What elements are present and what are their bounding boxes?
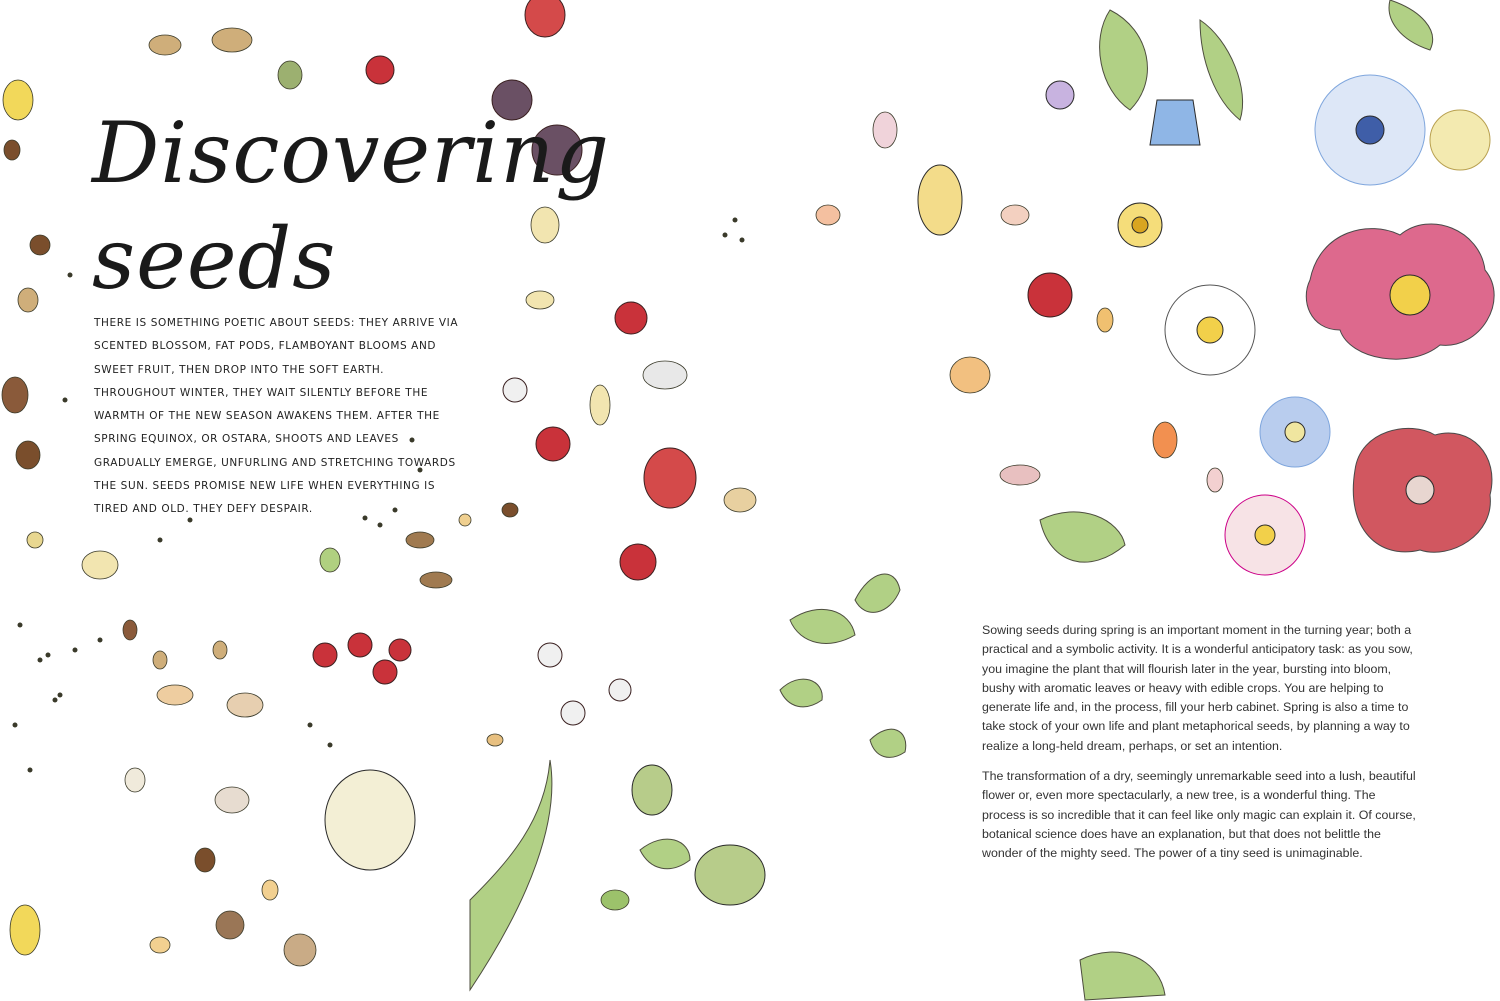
seed-39 (1207, 468, 1223, 492)
seed-44 (487, 734, 503, 746)
intro-paragraph: THERE IS SOMETHING POETIC ABOUT SEEDS: THEY ARRIVE VIA SCENTED BLOSSOM, FAT PODS, FLAMBOYANT BLOOMS AND SWEET FRUIT, THEN DROP INTO THE SOFT EARTH. THROUGHOUT WINTER, THEY WAIT SILENTLY BEFORE THE WARMTH OF THE NEW SEASON AWAKENS THEM. AFTER THE SPRING EQUINOX, OR OSTARA, SHOOTS AND LEAVES GRADUALLY EMERGE, UNFURLING AND STRETCHING TOWARDS THE SUN. SEEDS PROMISE NEW LIFE WHEN EVERYTHING IS TIRED AND OLD. THEY DEFY DESPAIR. (94, 317, 459, 516)
poppy-flower (1353, 428, 1492, 552)
seed-dot-15 (740, 238, 745, 243)
seed-33 (873, 112, 897, 148)
cornflower-flower (1315, 75, 1425, 185)
seed-7 (18, 288, 38, 312)
rosehip-bulb (325, 770, 415, 870)
seed-dot-4 (38, 658, 43, 663)
seed-dot-16 (723, 233, 728, 238)
seed-24 (150, 937, 170, 953)
seed-8 (2, 377, 28, 413)
seed-34 (816, 205, 840, 225)
seed-22 (216, 911, 244, 939)
bluebell-flower (1150, 100, 1200, 145)
seed-dot-6 (53, 698, 58, 703)
seed-5 (4, 140, 20, 160)
body-paragraph-1: Sowing seeds during spring is an important moment in the turning year; both a practical and a symbolic activity. It is a wonderful anticipatory task: as you sow, you imagine the plant that will flourish later in the year, bursting into bloom, bushy with aromatic leaves or heavy with edible crops. You are helping to generate life and, in the process, fill your herb cabinet. Spring is also a time to take stock of your own life and plant metaphorical seeds, by planning a way to realize a long-held dream, perhaps, or set an intention. (982, 623, 1413, 753)
seed-dot-14 (733, 218, 738, 223)
seed-4 (3, 80, 33, 120)
seed-12 (123, 620, 137, 640)
seed-20 (262, 880, 278, 900)
seed-17 (125, 768, 145, 792)
seed-38 (1153, 422, 1177, 458)
seed-dot-19 (328, 743, 333, 748)
seed-dot-11 (378, 523, 383, 528)
seed-36 (950, 357, 990, 393)
seed-dot-5 (73, 648, 78, 653)
seed-1 (149, 35, 181, 55)
seed-35 (1001, 205, 1029, 225)
seed-2 (212, 28, 252, 52)
seed-dot-2 (63, 398, 68, 403)
seed-25 (406, 532, 434, 548)
seed-dot-21 (58, 693, 63, 698)
seed-28 (643, 361, 687, 389)
seed-dot-23 (98, 638, 103, 643)
seed-dot-3 (18, 623, 23, 628)
title-line-2: seeds (92, 210, 337, 308)
seed-18 (215, 787, 249, 813)
seed-37 (1097, 308, 1113, 332)
seed-dot-8 (28, 768, 33, 773)
seed-27 (502, 503, 518, 517)
seed-42 (320, 548, 340, 572)
seed-16 (227, 693, 263, 717)
seed-dot-22 (46, 653, 51, 658)
seed-9 (16, 441, 40, 469)
body-paragraph-2: The transformation of a dry, seemingly unremarkable seed into a lush, beautiful flower or, even more spectacularly, a new tree, is a wonderful thing. The process is so incredible that it can feel like only magic can explain it. Of course, botanical science does have an explanation, but that does not belittle the wonder of the mighty seed. The power of a tiny seed is unimaginable. (982, 769, 1416, 861)
seed-29 (590, 385, 610, 425)
seed-19 (195, 848, 215, 872)
seed-23 (10, 905, 40, 955)
violet-flower (1046, 81, 1074, 109)
seed-6 (30, 235, 50, 255)
seed-13 (153, 651, 167, 669)
daisy-flower (1165, 285, 1255, 375)
seed-14 (213, 641, 227, 659)
seed-dot-7 (13, 723, 18, 728)
seed-15 (157, 685, 193, 705)
forget-me-not-flower (1260, 397, 1330, 467)
acorn (695, 845, 765, 905)
seed-32 (724, 488, 756, 512)
seed-10 (82, 551, 118, 579)
title-line-1: Discovering (92, 104, 610, 202)
rose-flower (1306, 224, 1494, 359)
wild-rose-flower (1225, 495, 1305, 575)
yarrow-flower (1430, 110, 1490, 170)
seed-43 (601, 890, 629, 910)
yellow-flower (1118, 203, 1162, 247)
seed-26 (420, 572, 452, 588)
seed-11 (27, 532, 43, 548)
seed-dot-20 (308, 723, 313, 728)
seed-dot-10 (158, 538, 163, 543)
seed-3 (278, 61, 302, 89)
body-text (982, 621, 1422, 875)
seed-40 (1000, 465, 1040, 485)
seed-21 (284, 934, 316, 966)
hawthorn-bud (918, 165, 962, 235)
acorn-small (632, 765, 672, 815)
seed-dot-1 (68, 273, 73, 278)
page-title (92, 100, 610, 312)
